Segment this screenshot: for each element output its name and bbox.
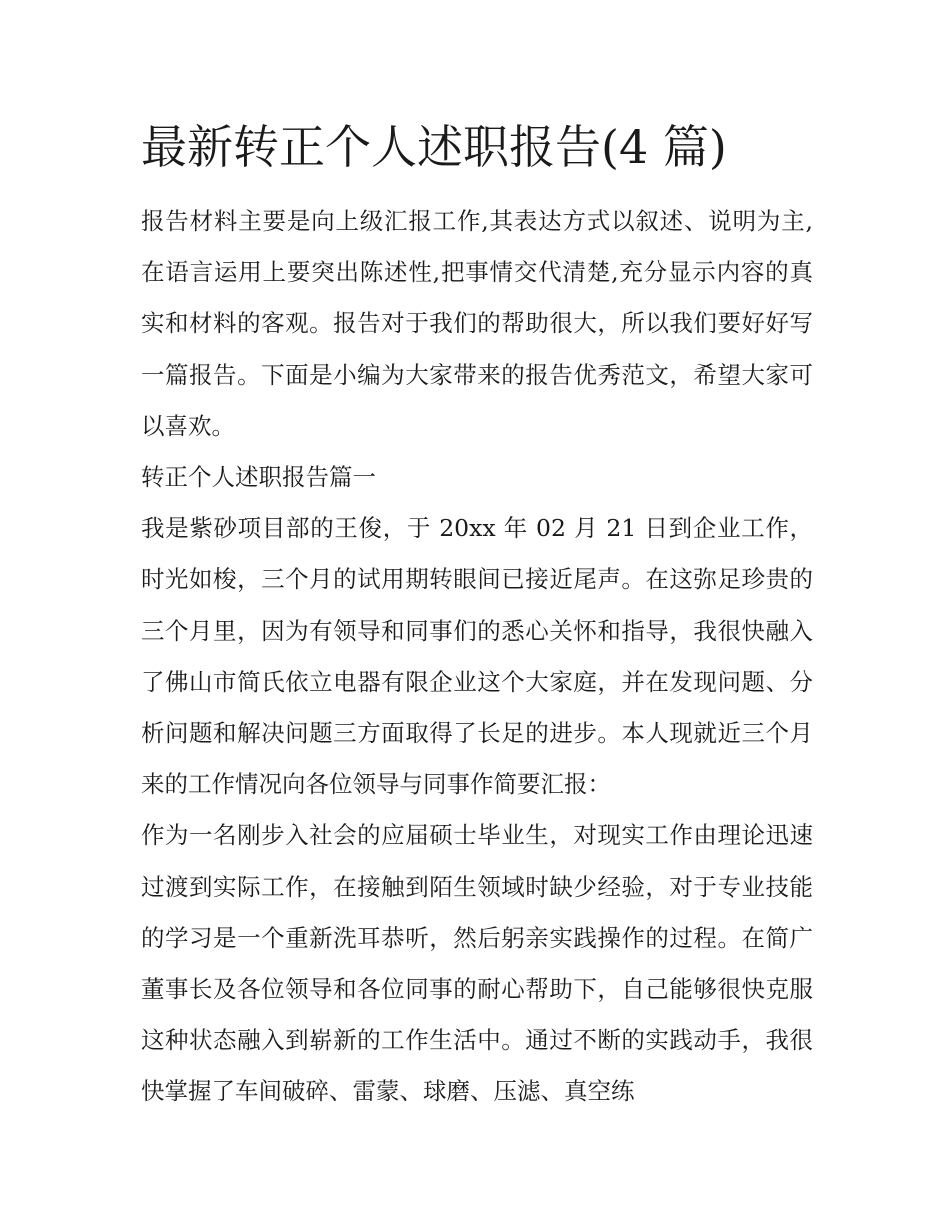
section-heading: 转正个人述职报告篇一 xyxy=(141,463,376,492)
document-page xyxy=(141,112,813,1118)
intro-paragraph: 报告材料主要是向上级汇报工作,其表达方式以叙述、说明为主,在语言运用上要突出陈述性,把事情交代清楚,充分显示内容的真实和材料的客观。报告对于我们的帮助很大，所以我们要好好写一篇报告。下面是小编为大家带来的报告优秀范文，希望大家可以喜欢。 xyxy=(141,207,813,440)
body-paragraph-1: 我是紫砂项目部的王俊，于 20xx 年 02 月 21 日到企业工作，时光如梭，三个月的试用期转眼间已接近尾声。在这弥足珍贵的三个月里，因为有领导和同事们的悉心关怀和指导，我很快融入了佛山市简氏依立电器有限企业这个大家庭，并在发现问题、分析问题和解决问题三方面取得了长足的进步。本人现就近三个月来的工作情况向各位领导与同事作简要汇报： xyxy=(141,514,813,799)
document-title: 最新转正个人述职报告(4 篇) xyxy=(141,120,727,174)
body-paragraph-2: 作为一名刚步入社会的应届硕士毕业生，对现实工作由理论迅速过渡到实际工作，在接触到陌生领域时缺少经验，对于专业技能的学习是一个重新洗耳恭听，然后躬亲实践操作的过程。在简广董事长及各位领导和各位同事的耐心帮助下，自己能够很快克服这种状态融入到崭新的工作生活中。通过不断的实践动手，我很快掌握了车间破碎、雷蒙、球磨、压滤、真空练 xyxy=(141,821,813,1106)
